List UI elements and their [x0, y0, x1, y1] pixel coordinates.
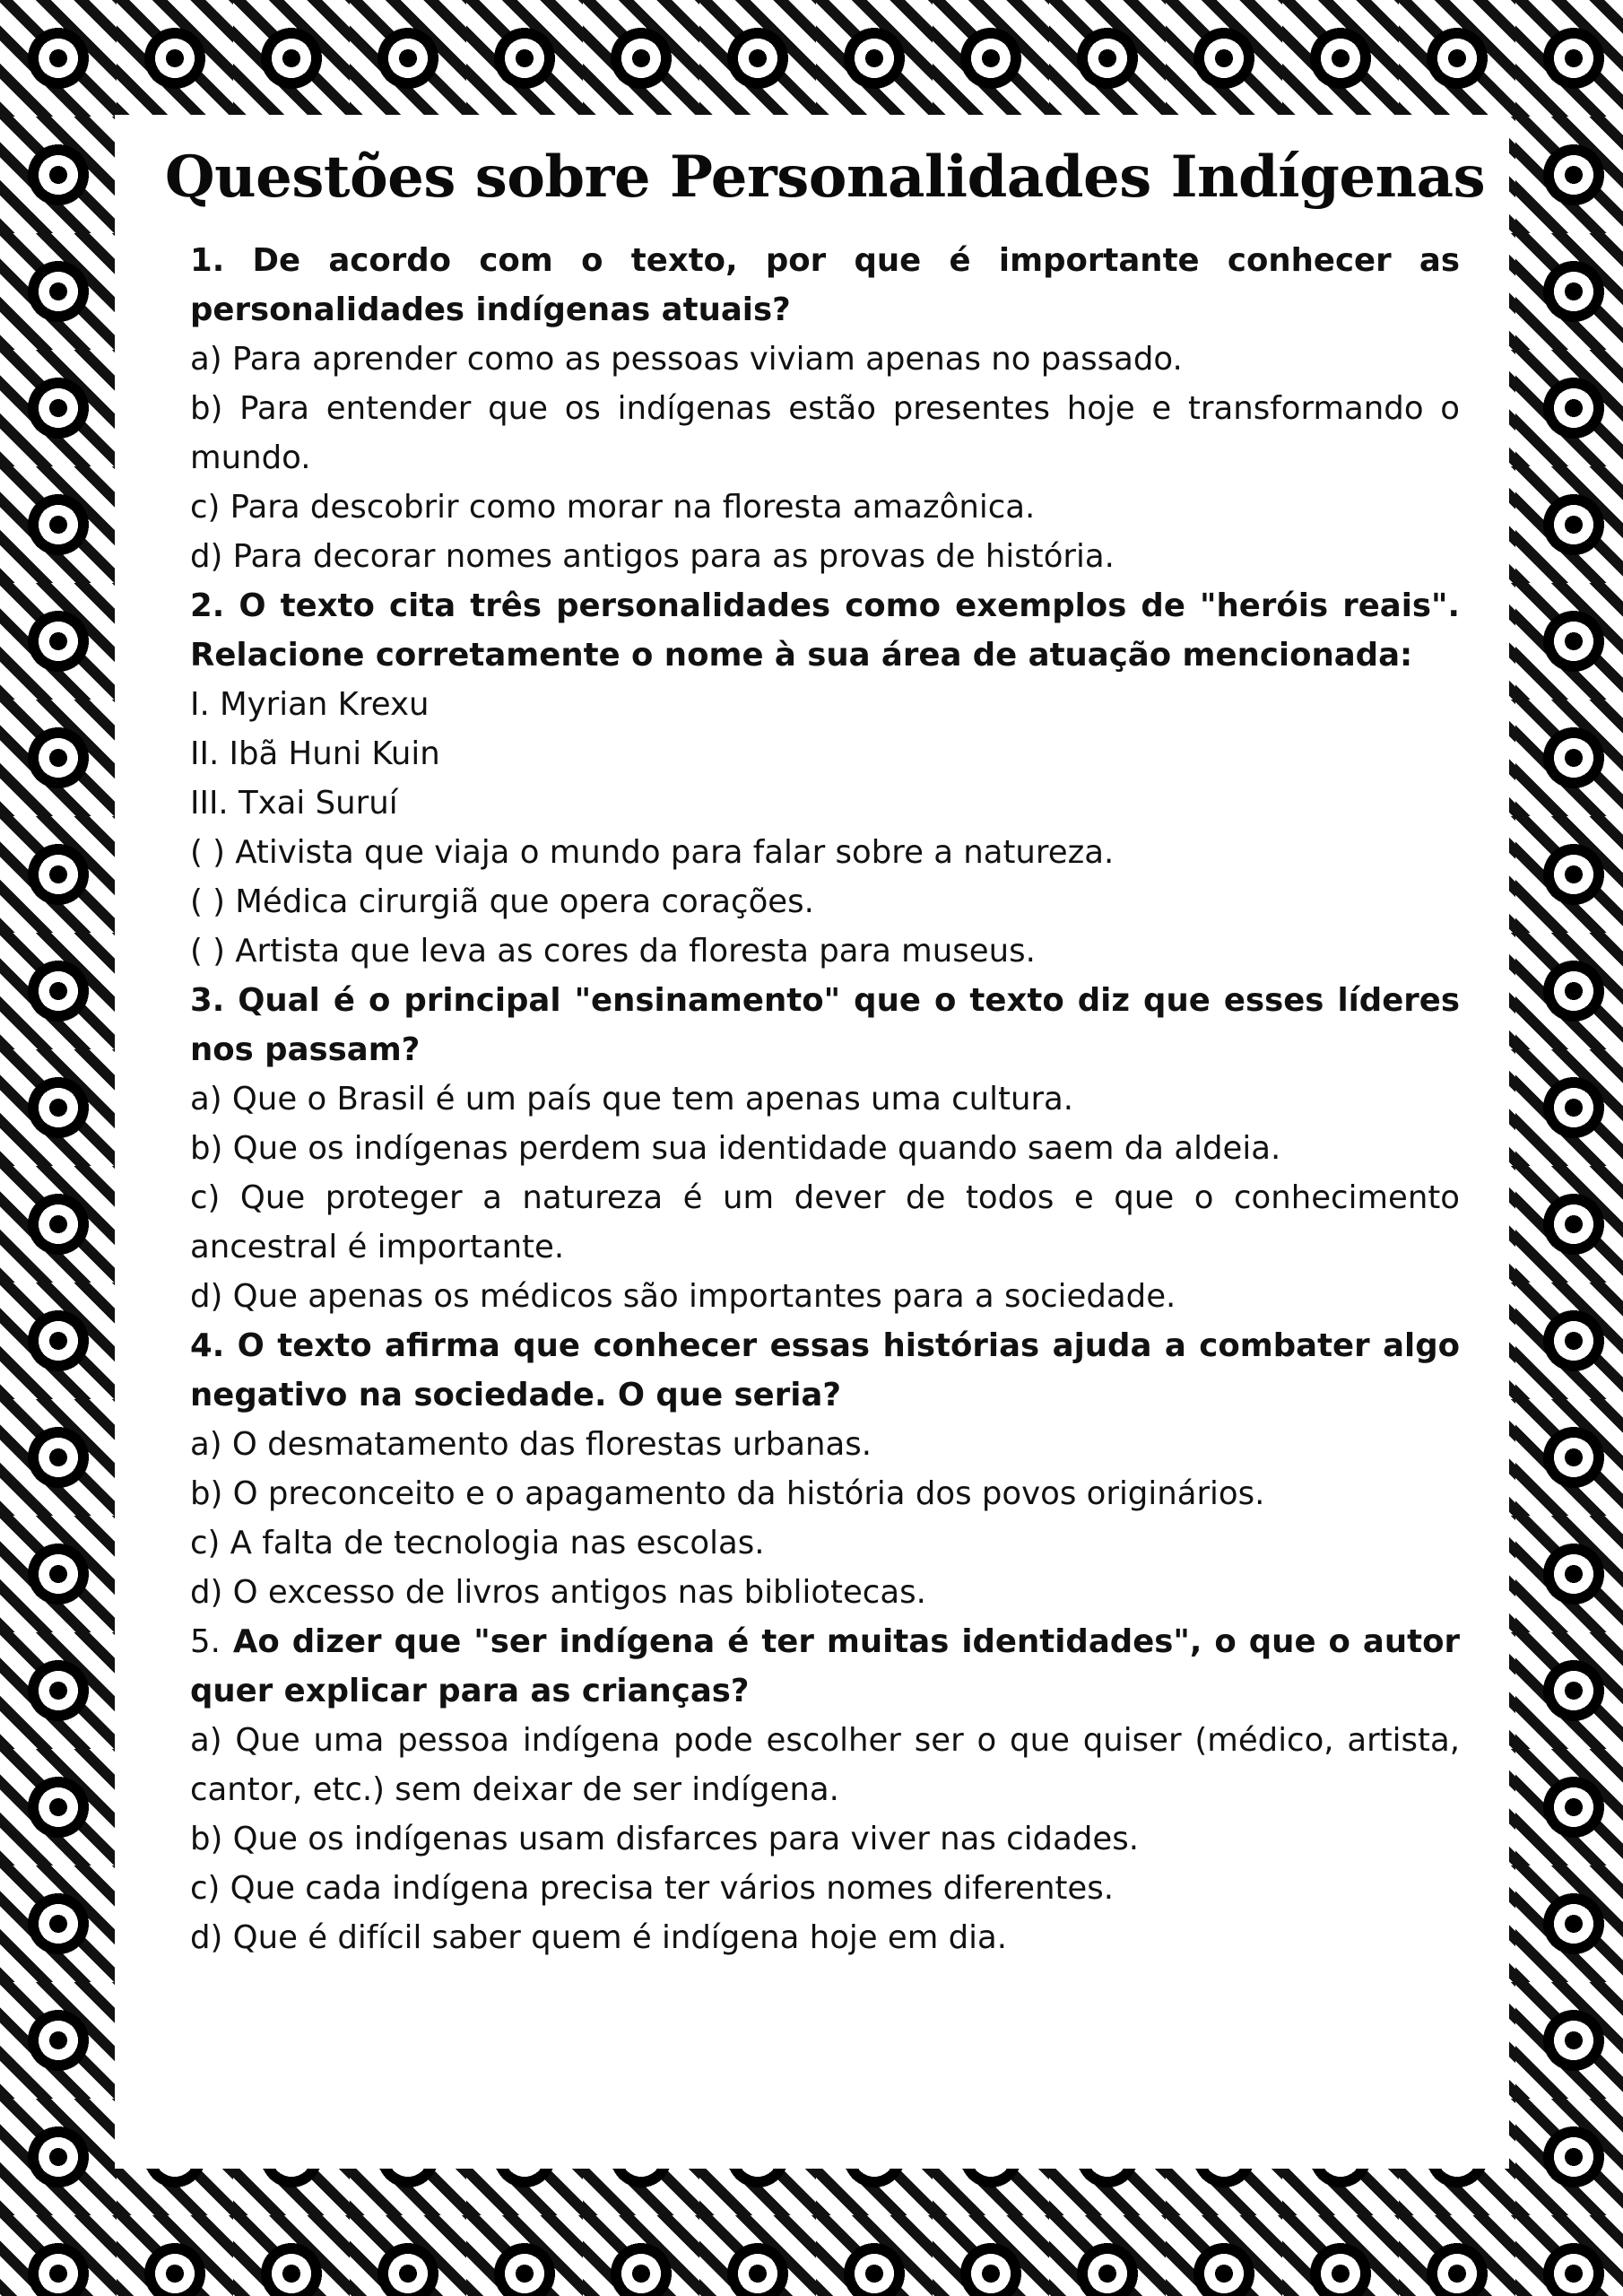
worksheet-content: [164, 144, 1486, 1962]
question-text: De acordo com o texto, por que é importante conhecer as personalidades indígenas atuais?: [190, 242, 1461, 328]
question-text: Qual é o principal "ensinamento" que o texto diz que esses líderes nos passam?: [190, 982, 1460, 1068]
option: d) O excesso de livros antigos nas bibliotecas.: [190, 1574, 926, 1611]
question-number: 1.: [190, 242, 225, 279]
option: a) O desmatamento das florestas urbanas.: [190, 1426, 872, 1463]
page-title: Questões sobre Personalidades Indígenas: [164, 144, 1486, 211]
option: a) Que uma pessoa indígena pode escolher ser o que quiser (médico, artista, cantor, etc.) sem deixar de ser indígena.: [190, 1722, 1460, 1808]
option: c) Que proteger a natureza é um dever de todos e que o conhecimento ancestral é importante.: [190, 1179, 1460, 1265]
question-4: [190, 1321, 1460, 1420]
option: c) Para descobrir como morar na floresta amazônica.: [190, 489, 1036, 526]
question-3: [190, 976, 1460, 1074]
option: ( ) Médica cirurgiã que opera corações.: [190, 883, 814, 920]
option: I. Myrian Krexu: [190, 686, 430, 723]
question-5: [190, 1617, 1460, 1716]
option: c) Que cada indígena precisa ter vários nomes diferentes.: [190, 1870, 1115, 1907]
question-1: [190, 236, 1460, 335]
option: a) Que o Brasil é um país que tem apenas uma cultura.: [190, 1081, 1074, 1118]
question-number: 2.: [190, 587, 225, 624]
question-text: O texto cita três personalidades como exemplos de "heróis reais". Relacione corretamente o nome à sua área de atuação mencionada:: [190, 587, 1461, 674]
question-text: O texto afirma que conhecer essas histórias ajuda a combater algo negativo na sociedade. O que seria?: [190, 1327, 1461, 1413]
option: b) Que os indígenas perdem sua identidade quando saem da aldeia.: [190, 1130, 1281, 1167]
question-number: 3.: [190, 982, 225, 1019]
option: c) A falta de tecnologia nas escolas.: [190, 1525, 765, 1561]
question-2: [190, 581, 1460, 680]
option: b) Que os indígenas usam disfarces para viver nas cidades.: [190, 1821, 1139, 1857]
option: ( ) Ativista que viaja o mundo para falar sobre a natureza.: [190, 834, 1115, 871]
option: III. Txai Suruí: [190, 785, 398, 822]
option: d) Que apenas os médicos são importantes para a sociedade.: [190, 1278, 1176, 1315]
option: b) O preconceito e o apagamento da história dos povos originários.: [190, 1475, 1265, 1512]
question-text: Ao dizer que "ser indígena é ter muitas identidades", o que o autor quer explicar para as crianças?: [190, 1623, 1461, 1709]
question-number: 4.: [190, 1327, 225, 1364]
option: b) Para entender que os indígenas estão presentes hoje e transformando o mundo.: [190, 390, 1460, 476]
option: ( ) Artista que leva as cores da floresta para museus.: [190, 933, 1036, 970]
option: d) Para decorar nomes antigos para as provas de história.: [190, 538, 1115, 575]
option: II. Ibã Huni Kuin: [190, 735, 440, 772]
option: d) Que é difícil saber quem é indígena hoje em dia.: [190, 1919, 1008, 1956]
question-number: 5.: [190, 1623, 221, 1660]
option: a) Para aprender como as pessoas viviam apenas no passado.: [190, 341, 1183, 378]
